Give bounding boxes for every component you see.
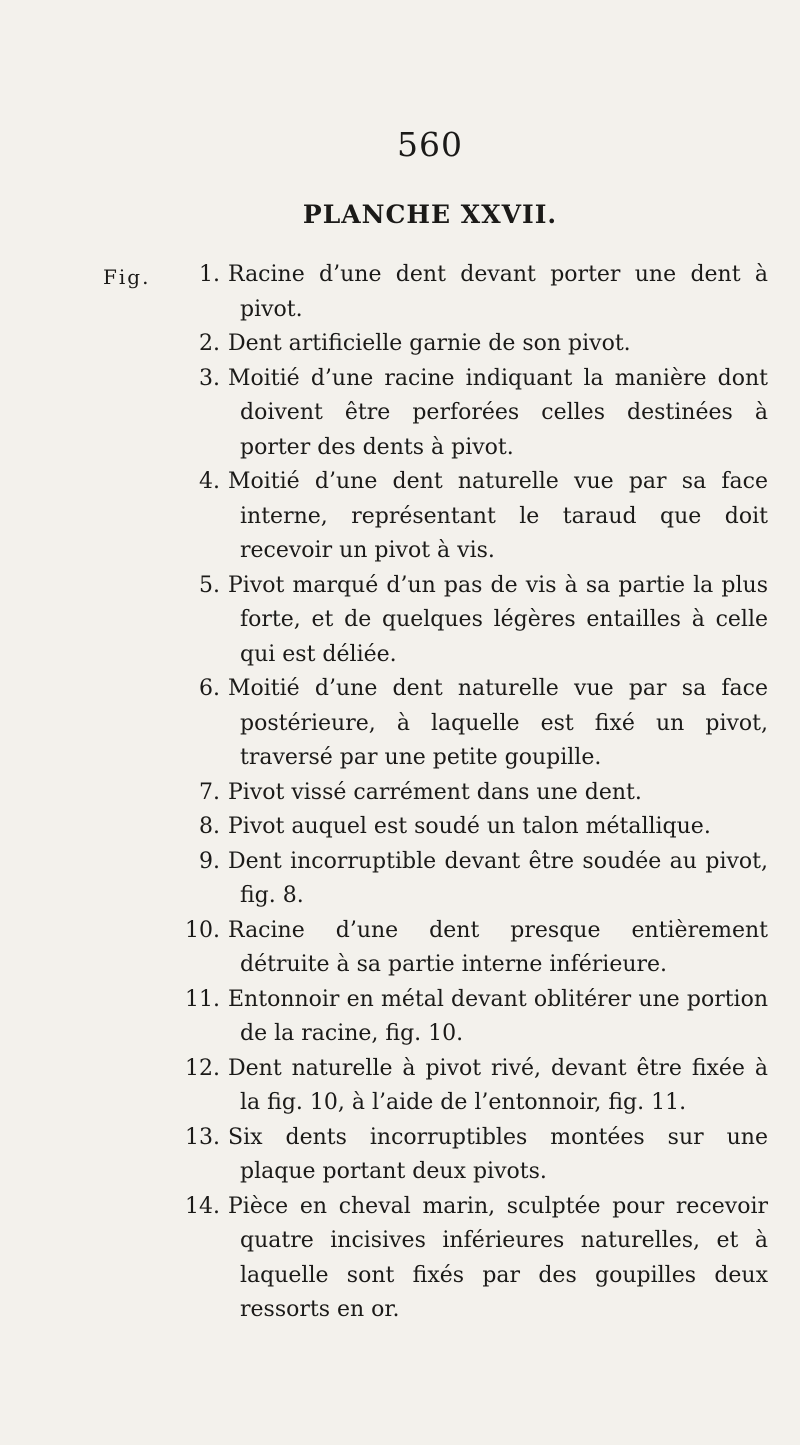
entry-text: Dent naturelle à pivot rivé, devant être fixée à la fig. 10, à l’aide de l’entonnoir, fig. 11. bbox=[228, 1055, 768, 1115]
entry-number: 8. bbox=[199, 814, 220, 839]
list-item bbox=[0, 1121, 800, 1190]
list-item bbox=[0, 810, 800, 845]
entry-number: 13. bbox=[185, 1124, 220, 1150]
plate-title: PLANCHE XXVII. bbox=[302, 200, 558, 229]
list-item bbox=[0, 983, 800, 1052]
entry-text: Pivot auquel est soudé un talon métallique. bbox=[228, 814, 711, 839]
entry-number: 9. bbox=[199, 848, 220, 874]
entry-text: Racine d’une dent presque entièrement détruite à sa partie interne inférieure. bbox=[228, 917, 768, 977]
page-number: 560 bbox=[397, 125, 463, 164]
list-item bbox=[0, 1190, 800, 1328]
entry-text: Moitié d’une dent naturelle vue par sa face postérieure, à laquelle est fixé un pivot, traversé par une petite goupille. bbox=[228, 676, 768, 770]
list-item bbox=[0, 465, 800, 569]
entry-number: 7. bbox=[199, 779, 220, 805]
list-item bbox=[0, 845, 800, 914]
entry-text: Racine d’une dent devant porter une dent à pivot. bbox=[228, 262, 768, 322]
entry-text: Pivot vissé carrément dans une dent. bbox=[228, 779, 642, 805]
entry-number: 11. bbox=[185, 986, 220, 1012]
entry-text: Pivot marqué d’un pas de vis à sa partie la plus forte, et de quelques légères entailles à celle qui est déliée. bbox=[228, 572, 768, 667]
entry-text: Dent incorruptible devant être soudée au pivot, fig. 8. bbox=[228, 848, 768, 908]
entry-number: 4. bbox=[199, 469, 220, 494]
list-item bbox=[0, 776, 800, 811]
list-item bbox=[0, 258, 800, 327]
entry-number: 2. bbox=[199, 331, 220, 356]
list-item bbox=[0, 327, 800, 362]
entry-number: 1. bbox=[199, 262, 220, 287]
list-item bbox=[0, 672, 800, 776]
list-item bbox=[0, 362, 800, 466]
entry-text: Moitié d’une racine indiquant la manière dont doivent être perforées celles destinées à porter des dents à pivot. bbox=[228, 365, 768, 460]
entry-number: 12. bbox=[185, 1055, 220, 1081]
entry-number: 14. bbox=[185, 1193, 220, 1219]
entry-text: Pièce en cheval marin, sculptée pour recevoir quatre incisives inférieures naturelles, et à laquelle sont fixés par des goupilles deux ressorts en or. bbox=[228, 1193, 768, 1322]
entry-number: 3. bbox=[199, 365, 220, 391]
entry-text: Six dents incorruptibles montées sur une plaque portant deux pivots. bbox=[228, 1124, 768, 1184]
entry-number: 6. bbox=[199, 676, 220, 701]
entry-number: 10. bbox=[185, 917, 220, 943]
entry-text: Dent artificielle garnie de son pivot. bbox=[228, 331, 631, 356]
entry-text: Entonnoir en métal devant oblitérer une portion de la racine, fig. 10. bbox=[228, 986, 768, 1046]
entry-text: Moitié d’une dent naturelle vue par sa face interne, représentant le taraud que doit recevoir un pivot à vis. bbox=[228, 469, 768, 563]
list-item bbox=[0, 569, 800, 673]
entry-number: 5. bbox=[199, 572, 220, 598]
list-item bbox=[0, 1052, 800, 1121]
list-item bbox=[0, 914, 800, 983]
figure-list bbox=[0, 258, 800, 1328]
fig-label: Fig. bbox=[103, 265, 151, 289]
